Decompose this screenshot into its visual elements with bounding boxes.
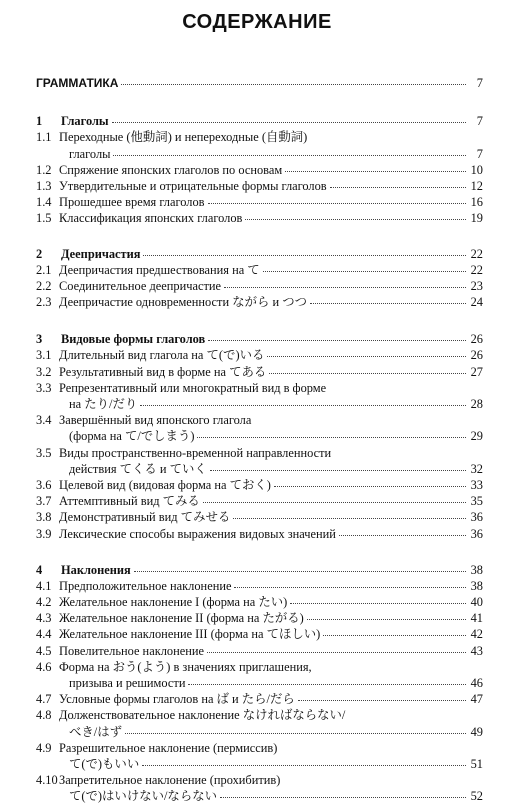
page-number: 12 <box>470 178 483 193</box>
item-number: 3.2 <box>36 364 52 379</box>
toc-item-row <box>36 724 483 740</box>
item-text: Разрешительное наклонение (пермиссив) <box>59 740 278 755</box>
dot-leader <box>339 525 466 536</box>
item-number: 1.2 <box>36 162 52 177</box>
dot-leader <box>330 177 466 188</box>
toc-entry-label <box>36 162 282 178</box>
item-text: Виды пространственно-временной направленности <box>59 445 332 460</box>
section-number: 3 <box>36 332 43 347</box>
toc-item-line <box>36 659 483 675</box>
dot-leader <box>210 460 466 471</box>
dot-leader <box>274 476 466 487</box>
dot-leader <box>113 145 466 156</box>
toc-section-row <box>36 331 483 347</box>
item-text: Спряжение японских глаголов по основам <box>59 162 283 177</box>
toc-entry-label <box>36 246 140 262</box>
toc-entry-label <box>36 262 260 278</box>
toc-item-line <box>36 772 483 788</box>
dot-leader <box>267 346 466 357</box>
dot-leader <box>298 690 466 701</box>
item-text: Желательное наклонение I (форма на たい) <box>59 595 288 610</box>
toc-entry-label <box>36 578 231 594</box>
toc-entry-label <box>69 396 137 412</box>
toc-entry-label <box>36 562 131 578</box>
spacer <box>36 91 483 113</box>
item-text: Прошедшее время глаголов <box>59 195 205 210</box>
item-number: 2.3 <box>36 295 52 310</box>
toc-item-row <box>36 396 483 412</box>
toc-item-row <box>36 643 483 659</box>
item-number: 1.4 <box>36 195 52 210</box>
dot-leader <box>112 112 466 123</box>
page-number: 47 <box>470 692 483 707</box>
section-number: 4 <box>36 562 43 577</box>
page-number: 10 <box>470 162 483 177</box>
item-number: 4.1 <box>36 578 52 593</box>
toc-item-row <box>36 509 483 525</box>
toc-item-row <box>36 210 483 226</box>
item-number: 4.10 <box>36 773 58 788</box>
part-title: ГРАММАТИКА <box>36 76 119 90</box>
toc-item-row <box>36 691 483 707</box>
item-text: Целевой вид (видовая форма на ておく) <box>59 477 271 492</box>
item-number: 3.6 <box>36 477 52 492</box>
toc-section-row <box>36 113 483 129</box>
toc-entry-label <box>36 691 295 707</box>
toc-part-row <box>36 75 483 91</box>
section-title: Деепричастия <box>61 246 141 261</box>
toc-item-line <box>36 380 483 396</box>
item-number: 3.4 <box>36 413 52 428</box>
dot-leader <box>269 363 466 374</box>
item-number: 4.4 <box>36 627 52 642</box>
toc-item-line <box>36 412 483 428</box>
dot-leader <box>323 625 466 636</box>
item-text: Предположительное наклонение <box>59 578 232 593</box>
page-number: 41 <box>470 611 483 626</box>
page-number: 22 <box>470 262 483 277</box>
dot-leader <box>263 261 466 272</box>
toc-entry-label <box>69 756 139 772</box>
toc-entry-label <box>36 294 307 310</box>
page-number: 32 <box>470 461 483 476</box>
toc-item-row <box>36 578 483 594</box>
dot-leader <box>121 74 466 85</box>
toc-entry-label <box>36 493 200 509</box>
page-number: 42 <box>470 627 483 642</box>
spacer <box>36 310 483 331</box>
toc-item-row <box>36 594 483 610</box>
toc-item-row <box>36 178 483 194</box>
toc-entry-label <box>36 509 230 525</box>
dot-leader <box>310 293 466 304</box>
page-number: 38 <box>470 562 483 577</box>
toc-section-row <box>36 562 483 578</box>
item-number: 4.6 <box>36 659 52 674</box>
toc-entry-label <box>36 194 205 210</box>
item-text: действия てくる и ていく <box>69 461 207 476</box>
page-number: 51 <box>470 756 483 771</box>
item-text: Соединительное деепричастие <box>59 278 222 293</box>
toc-entry-label <box>36 278 221 294</box>
item-number: 4.8 <box>36 708 52 723</box>
item-text: Повелительное наклонение <box>59 643 204 658</box>
page-number: 27 <box>470 364 483 379</box>
toc-item-row <box>36 364 483 380</box>
dot-leader <box>203 492 466 503</box>
spacer <box>36 227 483 246</box>
toc-entry-label <box>36 643 204 659</box>
dot-leader <box>142 755 466 766</box>
page-number: 46 <box>470 676 483 690</box>
item-text: べき/はず <box>69 724 123 739</box>
item-text: Аттемптивный вид てみる <box>59 494 200 509</box>
toc-item-row <box>36 146 483 162</box>
item-number: 4.9 <box>36 740 52 755</box>
page-number: 36 <box>470 510 483 525</box>
toc-item-row <box>36 262 483 278</box>
item-number: 3.3 <box>36 380 52 395</box>
toc-entry-label <box>36 75 118 91</box>
page-number: 36 <box>470 526 483 541</box>
toc-section-row <box>36 246 483 262</box>
dot-leader <box>220 787 466 798</box>
toc-item-row <box>36 493 483 509</box>
page-number: 7 <box>476 114 483 129</box>
item-number: 4.5 <box>36 643 52 658</box>
item-number: 3.9 <box>36 526 52 541</box>
page-title: СОДЕРЖАНИЕ <box>182 11 332 33</box>
item-text: Утвердительные и отрицательные формы глаголов <box>59 178 327 193</box>
dot-leader <box>188 674 466 685</box>
page-number: 19 <box>470 211 483 226</box>
dot-leader <box>285 161 466 172</box>
item-number: 2.1 <box>36 262 52 277</box>
page-number: 49 <box>470 724 483 739</box>
toc-item-line <box>36 129 483 145</box>
toc-entry-label <box>36 331 205 347</box>
item-number: 4.7 <box>36 692 52 707</box>
dot-leader <box>307 609 466 620</box>
item-text: Переходные (他動詞) и непереходные (自動詞) <box>59 130 308 145</box>
section-title: Видовые формы глаголов <box>61 332 206 347</box>
item-text: Классификация японских глаголов <box>59 211 243 226</box>
item-text: (форма на て/でしまう) <box>69 429 195 444</box>
dot-leader <box>134 561 466 572</box>
item-number: 1.5 <box>36 211 52 226</box>
item-text: Демонстративный вид てみせる <box>59 510 231 525</box>
toc-item-row <box>36 756 483 772</box>
item-text: Репрезентативный или многократный вид в форме <box>59 380 327 395</box>
item-text: Долженствовательное наклонение なければならない/ <box>59 708 346 723</box>
page-number: 43 <box>470 643 483 658</box>
item-text: Деепричастие одновременности ながら и つつ <box>59 295 307 310</box>
toc-item-row <box>36 461 483 477</box>
dot-leader <box>233 508 466 519</box>
item-number: 3.7 <box>36 494 52 509</box>
toc-entry-label <box>36 610 304 626</box>
toc-item-row <box>36 347 483 363</box>
toc-entry-label <box>36 526 336 542</box>
item-text: Условные формы глаголов на ば и たら/だら <box>59 692 295 707</box>
page-number: 29 <box>470 429 483 444</box>
dot-leader <box>143 245 466 256</box>
spacer <box>36 542 483 562</box>
dot-leader <box>245 209 466 220</box>
page-number: 38 <box>470 578 483 593</box>
item-number: 4.3 <box>36 611 52 626</box>
item-number: 3.5 <box>36 445 52 460</box>
item-text: призыва и решимости <box>69 676 186 690</box>
toc-entry-label <box>36 113 109 129</box>
toc-entry-label <box>69 428 194 444</box>
dot-leader <box>207 642 466 653</box>
item-text: Желательное наклонение II (форма на たがる) <box>59 611 304 626</box>
page-number: 26 <box>470 348 483 363</box>
toc-entry-label <box>69 146 110 162</box>
item-text: Деепричастия предшествования на て <box>59 262 260 277</box>
item-text: глаголы <box>69 146 111 161</box>
toc-item-row <box>36 610 483 626</box>
toc-item-line <box>36 740 483 756</box>
section-title: Наклонения <box>61 562 131 577</box>
toc-item-row <box>36 788 483 804</box>
dot-leader <box>140 395 466 406</box>
toc-entry-label <box>36 477 271 493</box>
toc-entry-label <box>36 347 264 363</box>
item-text: Результативный вид в форме на てある <box>59 364 267 379</box>
dot-leader <box>197 427 466 438</box>
toc-entry-label <box>69 788 217 804</box>
item-text: て(で)もいい <box>69 756 140 771</box>
toc-item-line <box>36 707 483 723</box>
dot-leader <box>290 593 466 604</box>
item-number: 1.3 <box>36 178 52 193</box>
toc-item-row <box>36 526 483 542</box>
table-of-contents <box>36 75 483 805</box>
page-number: 28 <box>470 397 483 411</box>
toc-entry-label <box>69 461 207 477</box>
toc-entry-label <box>36 594 287 610</box>
page-number: 26 <box>470 332 483 347</box>
page-number: 16 <box>470 195 483 210</box>
page-number: 33 <box>470 477 483 492</box>
toc-entry-label <box>69 724 122 740</box>
toc-item-row <box>36 278 483 294</box>
page-number: 24 <box>470 295 483 310</box>
page-number: 7 <box>476 76 483 90</box>
item-number: 3.1 <box>36 348 52 363</box>
toc-item-row <box>36 626 483 642</box>
page-number: 7 <box>476 146 483 161</box>
toc-item-row <box>36 294 483 310</box>
item-text: Длительный вид глагола на て(で)いる <box>59 348 265 363</box>
toc-entry-label <box>36 210 242 226</box>
item-number: 2.2 <box>36 278 52 293</box>
page-number: 40 <box>470 595 483 610</box>
item-text: Лексические способы выражения видовых значений <box>59 526 336 541</box>
toc-item-row <box>36 428 483 444</box>
dot-leader <box>208 193 466 204</box>
page-number: 22 <box>470 246 483 261</box>
toc-item-row <box>36 477 483 493</box>
toc-entry-label <box>36 626 320 642</box>
toc-item-row <box>36 194 483 210</box>
dot-leader <box>224 277 466 288</box>
item-text: Желательное наклонение III (форма на てほしい) <box>59 627 321 642</box>
page-number: 35 <box>470 494 483 509</box>
section-number: 1 <box>36 114 43 129</box>
item-text: て(で)はいけない/ならない <box>69 789 217 804</box>
toc-item-row <box>36 162 483 178</box>
toc-entry-label <box>69 675 185 691</box>
item-text: Форма на おう(よう) в значениях приглашения, <box>59 659 312 674</box>
toc-item-line <box>36 445 483 461</box>
item-text: на たり/だり <box>69 397 138 411</box>
item-number: 1.1 <box>36 130 52 145</box>
section-title: Глаголы <box>61 114 109 129</box>
dot-leader <box>234 577 466 588</box>
page-number: 52 <box>470 789 483 804</box>
toc-item-row <box>36 675 483 691</box>
dot-leader <box>125 723 466 734</box>
dot-leader <box>208 330 466 341</box>
item-text: Завершённый вид японского глагола <box>59 413 252 428</box>
item-text: Запретительное наклонение (прохибитив) <box>59 773 281 788</box>
page-number: 23 <box>470 278 483 293</box>
item-number: 4.2 <box>36 595 52 610</box>
item-number: 3.8 <box>36 510 52 525</box>
toc-entry-label <box>36 178 327 194</box>
toc-entry-label <box>36 364 266 380</box>
section-number: 2 <box>36 246 43 261</box>
